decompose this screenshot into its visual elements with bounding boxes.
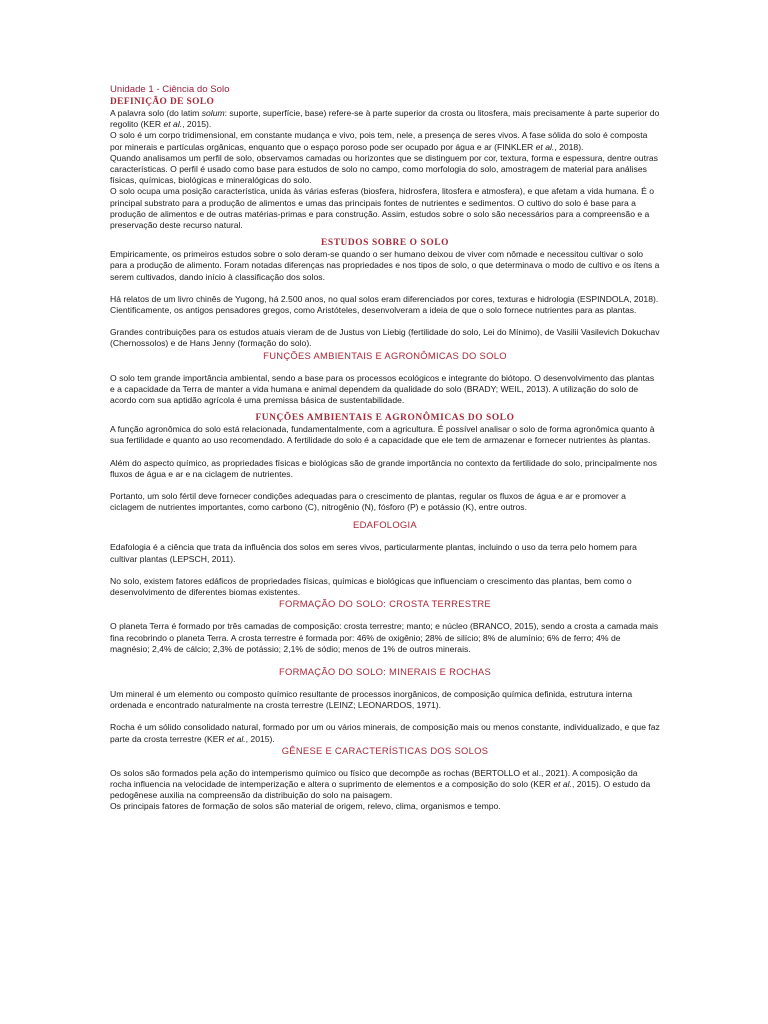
paragraph-18: Os principais fatores de formação de solos são material de origem, relevo, clima, organismos e tempo.: [110, 801, 501, 812]
heading-genese: GÊNESE E CARACTERÍSTICAS DOS SOLOS: [281, 744, 489, 756]
heading-edafologia: EDAFOLOGIA: [353, 519, 417, 531]
paragraph-10: Além do aspecto químico, as propriedades físicas e biológicas são de grande importância no contexto da fertilidade do solo, principalmente nos fluxos de água e ar e na ciclagem de nutrientes.: [110, 457, 657, 479]
heading-estudos: ESTUDOS SOBRE O SOLO: [321, 238, 449, 249]
paragraph-1: A palavra solo (do latim solum: suporte, superfície, base) refere-se à parte superior da crosta ou litosfera, mais precisamente à parte superior do regolito (KER et al., 2015).: [110, 108, 660, 130]
heading-crosta: FORMAÇÃO DO SOLO: CROSTA TERRESTRE: [279, 598, 491, 610]
paragraph-13: No solo, existem fatores edáficos de propriedades físicas, químicas e biológicas que influenciam o crescimento das plantas, bem como o desenvolvimento de diferentes biomas existentes.: [110, 575, 632, 598]
paragraph-8: O solo tem grande importância ambiental, sendo a base para os processos ecológicos e integrante do biótopo. O desenvolvimento das plantas e a capacidade da Terra de manter a vida humana e animal dependem da qualidade do solo (BRADY; WEIL, 2013). A utilização do solo de acordo com sua aptidão agrícola é uma premissa básica de sustentabilidade.: [110, 372, 655, 406]
paragraph-6: Há relatos de um livro chinês de Yugong, há 2.500 anos, no qual solos eram diferenciados por cores, texturas e hidrologia (ESPINDOLA, 2018). Cientificamente, os antigos pensadores gregos, como Aristóteles, desenvolveram a ideia de que o solo fornece nutrientes para as plantas.: [110, 293, 659, 316]
heading-minerais: FORMAÇÃO DO SOLO: MINERAIS E ROCHAS: [278, 665, 492, 677]
heading-funcoes-sans: FUNÇÕES AMBIENTAIS E AGRONÔMICAS DO SOLO: [263, 349, 507, 361]
heading-funcoes-serif: FUNÇÕES AMBIENTAIS E AGRONÔMICAS DO SOLO: [255, 413, 515, 424]
paragraph-4: O solo ocupa uma posição característica, unida às várias esferas (biosfera, hidrosfera, litosfera e atmosfera), e que afetam a vida humana. É o principal substrato para a produção de alimentos e umas das principais fontes de nutrientes e sedimentos. O cultivo do solo é base para a produção de alimentos e de outras matérias-primas e para construção. Assim, estudos sobre o solo são necessários para a compreensão e a preservação deste recurso natural.: [110, 186, 655, 231]
paragraph-5: Empiricamente, os primeiros estudos sobre o solo deram-se quando o ser humano deixou de viver com nômade e necessitou cultivar o solo para a produção de alimento. Foram notadas diferenças nas propriedades e nos tipos de solo, o que determinava o modo de cultivo e os ítens a serem cultivados, dando início à classificação dos solos.: [110, 249, 660, 282]
paragraph-11: Portanto, um solo fértil deve fornecer condições adequadas para o crescimento de plantas, regular os fluxos de água e ar e promover a ciclagem de nutrientes importantes, como carbono (C), nitrogênio (N), fósforo (P) e potássio (K), entre outros.: [110, 491, 626, 513]
paragraph-14: O planeta Terra é formado por três camadas de composição: crosta terrestre; manto; e núcleo (BRANCO, 2015), sendo a crosta a camada mais fina recobrindo o planeta Terra. A crosta terrestre é formada por: 46% de oxigênio; 28% de silício; 8% de alumínio; 6% de ferro; 4% de magnésio; 2,4% de cálcio; 2,3% de potássio; 2,1% de sódio; menos de 1% de outros minerais.: [110, 621, 659, 654]
paragraph-9: A função agronômica do solo está relacionada, fundamentalmente, com a agricultura. É possível analisar o solo de forma agronômica quanto à sua fertilidade e quanto ao uso recomendado. A fertilidade do solo é a capacidade que ele tem de armazenar e fornecer nutrientes às plantas.: [110, 424, 655, 446]
paragraph-2: O solo é um corpo tridimensional, em constante mudança e vivo, pois tem, nele, a presença de seres vivos. A fase sólida do solo é composta por minerais e partículas orgânicas, enquanto que o espaço poroso pode ser ocupado por água e ar (FINKLER et al., 2018).: [110, 130, 648, 152]
paragraph-15: Um mineral é um elemento ou composto químico resultante de processos inorgânicos, de composição química definida, estrutura interna ordenada e encontrado naturalmente na crosta terrestre (LEINZ; LEONARDOS, 1971).: [110, 688, 633, 711]
document-body: [110, 84, 660, 813]
heading-definicao: DEFINIÇÃO DE SOLO: [110, 97, 215, 107]
paragraph-16: Rocha é um sólido consolidado natural, formado por um ou vários minerais, de composição mais ou menos constante, individualizado, e que faz parte da crosta terrestre (KER et al., 2015).: [110, 722, 660, 744]
paragraph-17: Os solos são formados pela ação do intemperismo químico ou físico que decompõe as rochas (BERTOLLO et al., 2021). A composição da rocha influencia na velocidade de intemperização e altera o suprimento de elementos e a composição do solo (KER et al., 2015). O estudo da pedogênese auxilia na compreensão da distribuição do solo na paisagem.: [110, 767, 651, 801]
unit-title: Unidade 1 - Ciência do Solo: [110, 84, 230, 95]
paragraph-7: Grandes contribuições para os estudos atuais vieram de de Justus von Liebig (fertilidade do solo, Lei do Mínimo), de Vasilii Vasilevich Dokuchav (Chernossolos) e de Hans Jenny (formação do solo).: [110, 327, 660, 349]
paragraph-12: Edafologia é a ciência que trata da influência dos solos em seres vivos, particularmente plantas, incluindo o uso da terra pelo homem para cultivar plantas (LEPSCH, 2011).: [110, 542, 637, 564]
paragraph-3: Quando analisamos um perfil de solo, observamos camadas ou horizontes que se distinguem por cor, textura, forma e espessura, dentre outras características. O perfil é usado como base para estudos de solo no campo, como morfologia do solo, amostragem de material para análises físicas, químicas, biológicas e mineralógicas do solo.: [110, 152, 658, 186]
